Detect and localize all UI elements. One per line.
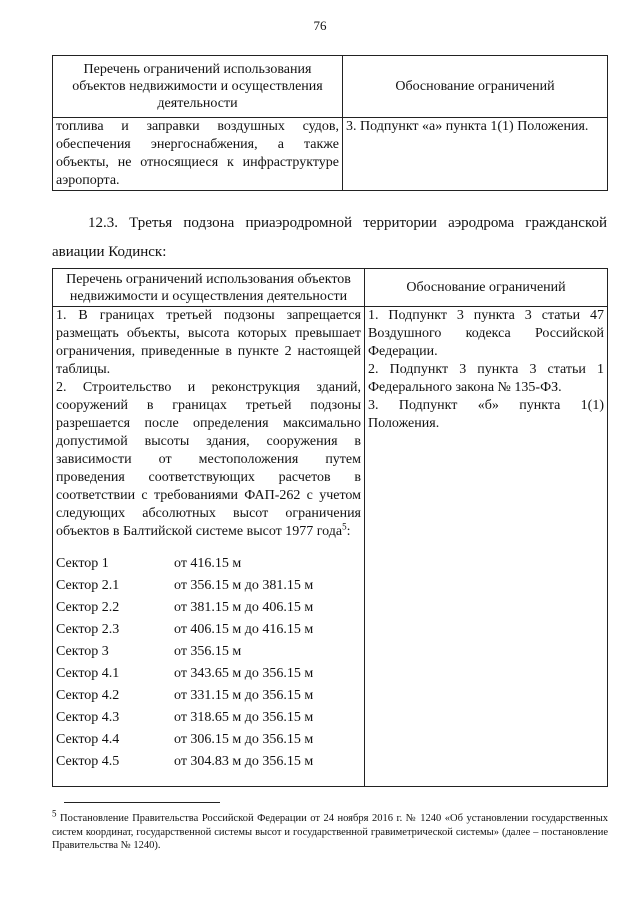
section-12-3-heading: 12.3. Третья подзона приаэродромной территории аэродрома гражданской авиации Кодинск: bbox=[52, 215, 607, 260]
sector-name: Сектор 1 bbox=[56, 556, 109, 571]
sector-height: от 331.15 м до 356.15 м bbox=[174, 688, 314, 703]
sector-height: от 343.65 м до 356.15 м bbox=[174, 666, 314, 681]
sector-row bbox=[56, 641, 356, 663]
table1-cell-left: топлива и заправки воздушных судов, обеспечения энергоснабжения, а также объекты, не относящиеся к инфраструктуре аэропорта. bbox=[53, 118, 343, 191]
footnote bbox=[52, 808, 609, 853]
sector-row bbox=[56, 619, 356, 641]
justification-item-2: 2. Подпункт 3 пункта 3 статьи 1 Федерального закона № 135-ФЗ. bbox=[368, 362, 604, 395]
sector-row bbox=[56, 685, 356, 707]
justification-item-1: 1. Подпункт 3 пункта 3 статьи 47 Воздушного кодекса Российской Федерации. bbox=[368, 308, 604, 359]
sector-name: Сектор 3 bbox=[56, 644, 109, 659]
sector-name: Сектор 2.1 bbox=[56, 578, 120, 593]
sector-heights-list bbox=[56, 553, 356, 773]
justification-item-3: 3. Подпункт «б» пункта 1(1) Положения. bbox=[368, 398, 604, 431]
sector-row bbox=[56, 663, 356, 685]
third-subzone-table bbox=[52, 268, 608, 787]
sector-name: Сектор 4.3 bbox=[56, 710, 120, 725]
sector-row bbox=[56, 597, 356, 619]
restriction-item-2-text: 2. Строительство и реконструкция зданий, сооружений в границах третьей подзоны разрешается после определения максимально допустимой высоты здания, сооружения в зависимости от местоположения путем проведения соответствующих расчетов в соответствии с требованиями ФАП-262 с учетом следующих абсолютных высот ограничения объектов в Балтийской системе высот 1977 года bbox=[56, 380, 361, 539]
page-number: 76 bbox=[313, 18, 327, 33]
table1-header-right: Обоснование ограничений bbox=[343, 56, 608, 118]
sector-name: Сектор 2.2 bbox=[56, 600, 120, 615]
table1-header-left: Перечень ограничений использования объектов недвижимости и осуществления деятельности bbox=[53, 56, 343, 118]
sector-name: Сектор 4.5 bbox=[56, 754, 120, 769]
sector-row bbox=[56, 575, 356, 597]
table2-cell-right bbox=[365, 307, 608, 787]
restriction-item-2 bbox=[56, 379, 361, 541]
footnote-ref: 5 bbox=[342, 521, 347, 532]
sector-height: от 306.15 м до 356.15 м bbox=[174, 732, 314, 747]
footnote-mark: 5 bbox=[52, 808, 57, 819]
restriction-item-1: 1. В границах третьей подзоны запрещается размещать объекты, высота которых превышает ограничения, приведенные в пункте 2 настоящей таблицы. bbox=[56, 308, 361, 377]
sector-height: от 381.15 м до 406.15 м bbox=[174, 600, 314, 615]
table1-cell-right: 3. Подпункт «а» пункта 1(1) Положения. bbox=[343, 118, 608, 191]
sector-row bbox=[56, 729, 356, 751]
footnote-divider bbox=[64, 802, 220, 803]
sector-row bbox=[56, 707, 356, 729]
sector-height: от 304.83 м до 356.15 м bbox=[174, 754, 314, 769]
sector-name: Сектор 4.1 bbox=[56, 666, 120, 681]
table2-header-right: Обоснование ограничений bbox=[365, 269, 608, 307]
sector-name: Сектор 2.3 bbox=[56, 622, 120, 637]
table2-header-left: Перечень ограничений использования объектов недвижимости и осуществления деятельности bbox=[53, 269, 365, 307]
sector-row bbox=[56, 751, 356, 773]
restrictions-table-continued bbox=[52, 55, 608, 191]
sector-row bbox=[56, 553, 356, 575]
sector-height: от 406.15 м до 416.15 м bbox=[174, 622, 314, 637]
sector-height: от 356.15 м до 381.15 м bbox=[174, 578, 314, 593]
restriction-item-2-end: : bbox=[346, 524, 351, 539]
footnote-text: Постановление Правительства Российской Федерации от 24 ноября 2016 г. № 1240 «Об установлении государственных систем координат, государственной системы высот и государственной гравиметрической системы» (далее – постановление Правительства № 1240). bbox=[52, 813, 609, 851]
sector-name: Сектор 4.4 bbox=[56, 732, 120, 747]
sector-height: от 416.15 м bbox=[174, 556, 242, 571]
sector-name: Сектор 4.2 bbox=[56, 688, 120, 703]
table2-cell-left bbox=[53, 307, 365, 787]
sector-height: от 318.65 м до 356.15 м bbox=[174, 710, 314, 725]
sector-height: от 356.15 м bbox=[174, 644, 242, 659]
